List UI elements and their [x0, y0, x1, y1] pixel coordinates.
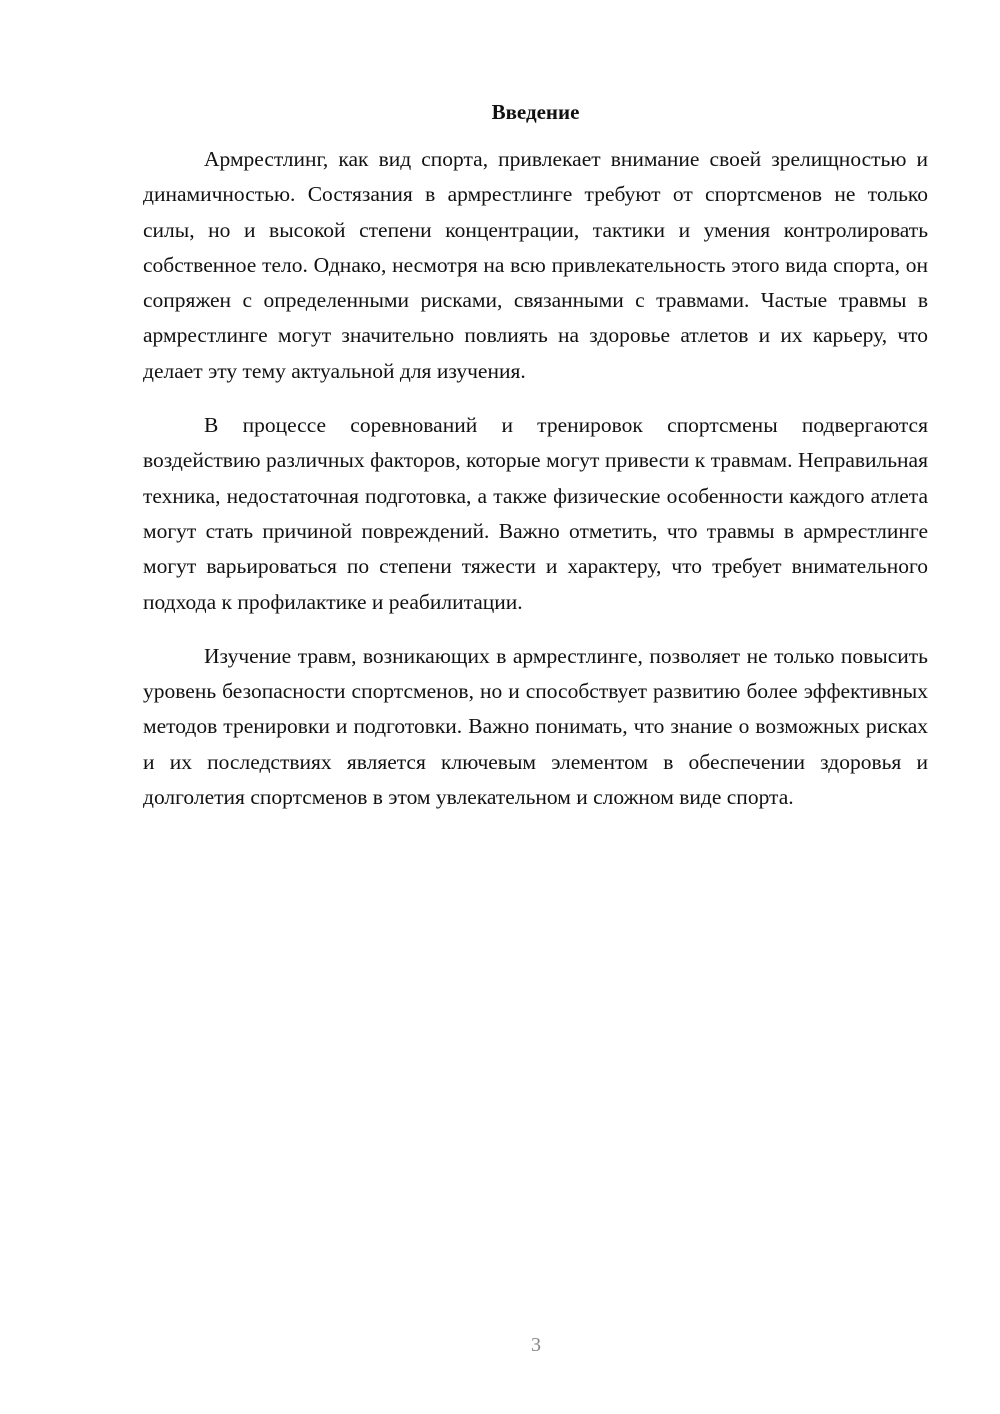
paragraph-2: В процессе соревнований и тренировок спортсмены подвергаются воздействию различных факторов, которые могут привести к травмам. Неправильная техника, недостаточная подготовка, а также физические особенности каждого атлета могут стать причиной повреждений. Важно отметить, что травмы в армрестлинге могут варьироваться по степени тяжести и характеру, что требует внимательного подхода к профилактике и реабилитации. [143, 413, 928, 614]
page-number: 3 [531, 1334, 541, 1356]
document-body [143, 97, 928, 834]
paragraph-3: Изучение травм, возникающих в армрестлинге, позволяет не только повысить уровень безопасности спортсменов, но и способствует развитию более эффективных методов тренировки и подготовки. Важно понимать, что знание о возможных рисках и их последствиях является ключевым элементом в обеспечении здоровья и долголетия спортсменов в этом увлекательном и сложном виде спорта. [143, 643, 928, 810]
section-heading: Введение [491, 100, 580, 124]
paragraph-1: Армрестлинг, как вид спорта, привлекает внимание своей зрелищностью и динамичностью. Состязания в армрестлинге требуют от спортсменов не только силы, но и высокой степени концентрации, тактики и умения контролировать собственное тело. Однако, несмотря на всю привлекательность этого вида спорта, он сопряжен с определенными рисками, связанными с травмами. Частые травмы в армрестлинге могут значительно повлиять на здоровье атлетов и их карьеру, что делает эту тему актуальной для изучения. [143, 147, 928, 383]
